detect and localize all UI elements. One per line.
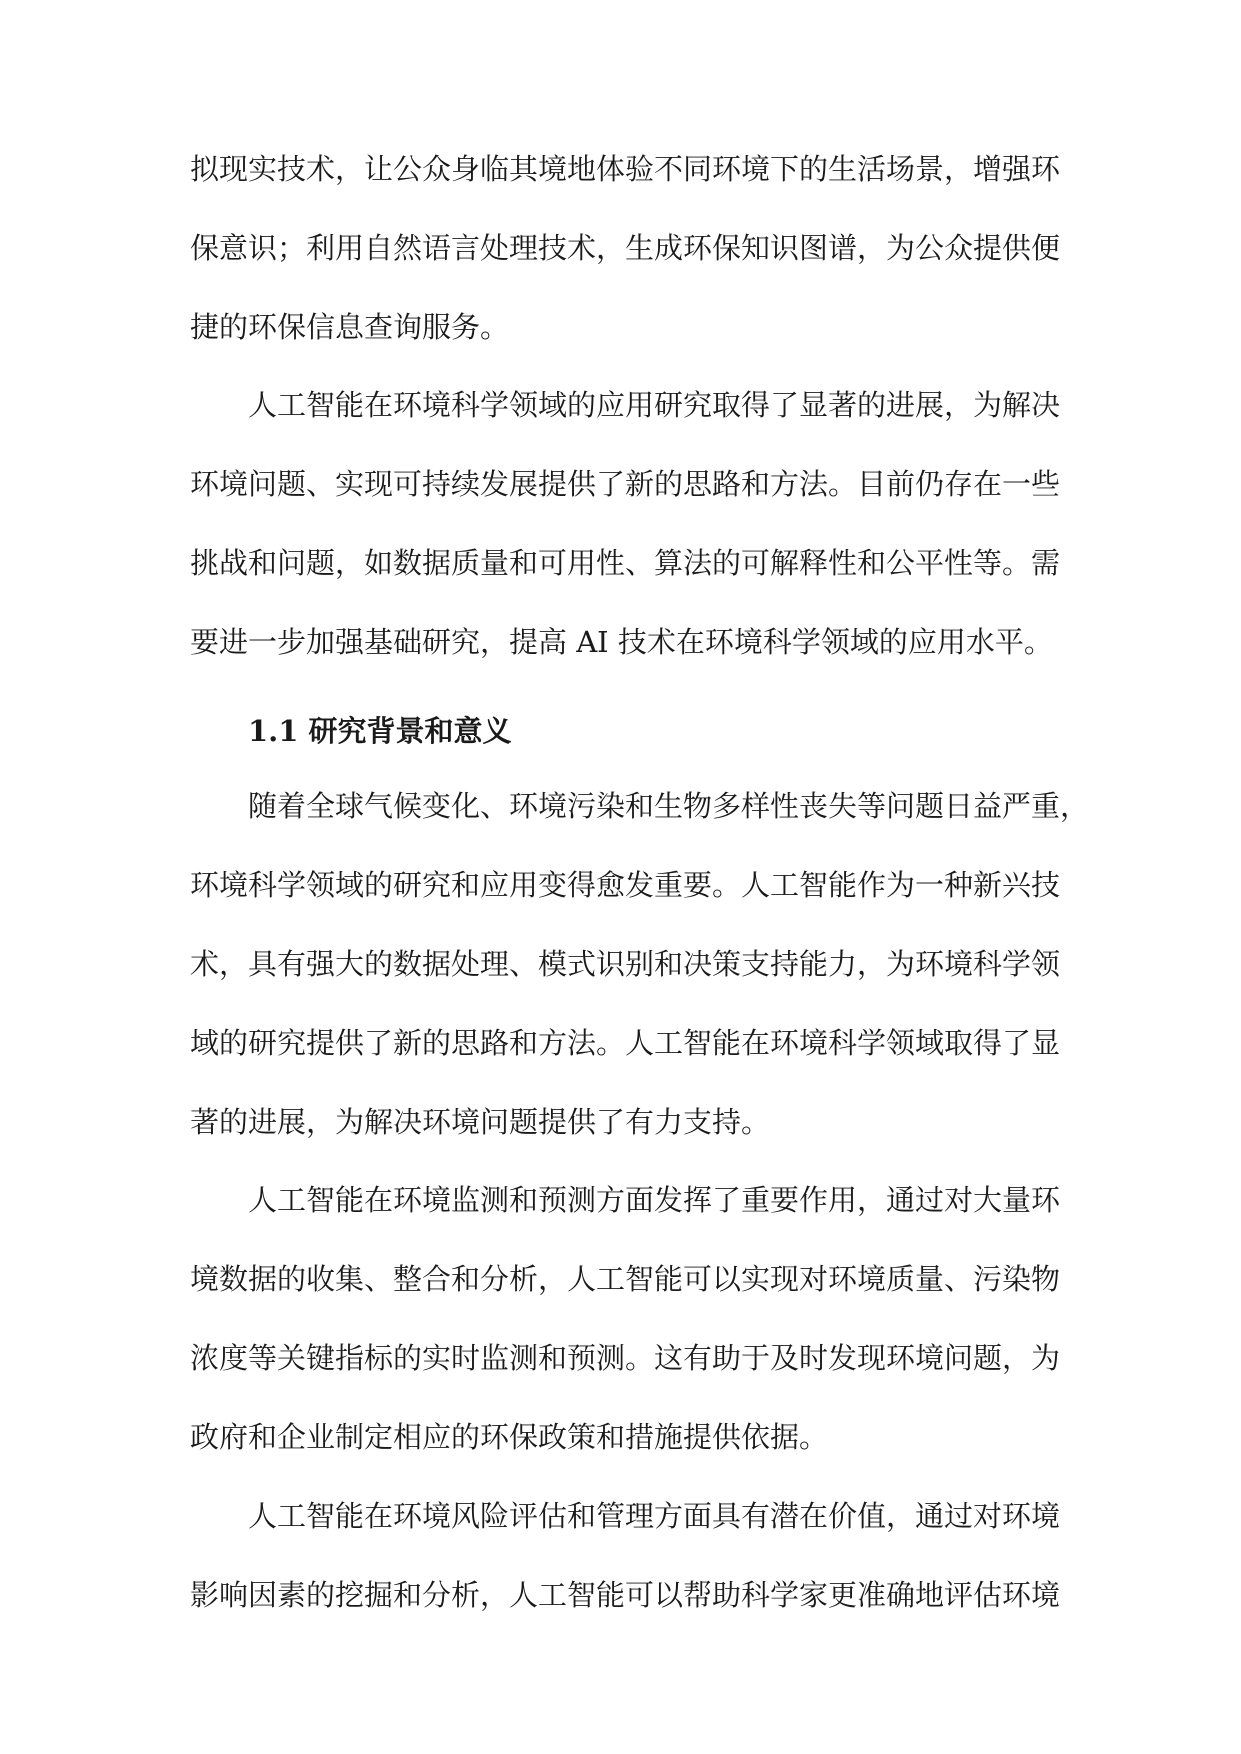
paragraph-line: 人工智能在环境风险评估和管理方面具有潜在价值，通过对环境 [248,1499,1061,1533]
paragraph-line: 保意识；利用自然语言处理技术，生成环保知识图谱，为公众提供便 [190,231,1061,265]
paragraph-line: 环境科学领域的研究和应用变得愈发重要。人工智能作为一种新兴技 [190,868,1061,902]
paragraph-line: 随着全球气候变化、环境污染和生物多样性丧失等问题日益严重， [248,789,1090,823]
paragraph-line: 捷的环保信息查询服务。 [190,310,510,344]
section-heading: 1.1 研究背景和意义 [248,714,512,748]
paragraph-line: 要进一步加强基础研究，提高 AI 技术在环境科学领域的应用水平。 [190,625,1053,659]
paragraph-line: 域的研究提供了新的思路和方法。人工智能在环境科学领域取得了显 [190,1026,1061,1060]
paragraph-line: 境数据的收集、整合和分析，人工智能可以实现对环境质量、污染物 [190,1262,1061,1296]
paragraph-line: 影响因素的挖掘和分析，人工智能可以帮助科学家更准确地评估环境 [190,1578,1061,1612]
paragraph-line: 拟现实技术，让公众身临其境地体验不同环境下的生活场景，增强环 [190,152,1061,186]
paragraph-line: 术，具有强大的数据处理、模式识别和决策支持能力，为环境科学领 [190,947,1061,981]
paragraph-line: 政府和企业制定相应的环保政策和措施提供依据。 [190,1420,829,1454]
paragraph-line: 环境问题、实现可持续发展提供了新的思路和方法。目前仍存在一些 [190,467,1061,501]
paragraph-line: 挑战和问题，如数据质量和可用性、算法的可解释性和公平性等。需 [190,546,1061,580]
paragraph-line: 浓度等关键指标的实时监测和预测。这有助于及时发现环境问题，为 [190,1341,1061,1375]
paragraph-line: 著的进展，为解决环境问题提供了有力支持。 [190,1105,771,1139]
paragraph-line: 人工智能在环境科学领域的应用研究取得了显著的进展，为解决 [248,388,1061,422]
paragraph-line: 人工智能在环境监测和预测方面发挥了重要作用，通过对大量环 [248,1183,1061,1217]
